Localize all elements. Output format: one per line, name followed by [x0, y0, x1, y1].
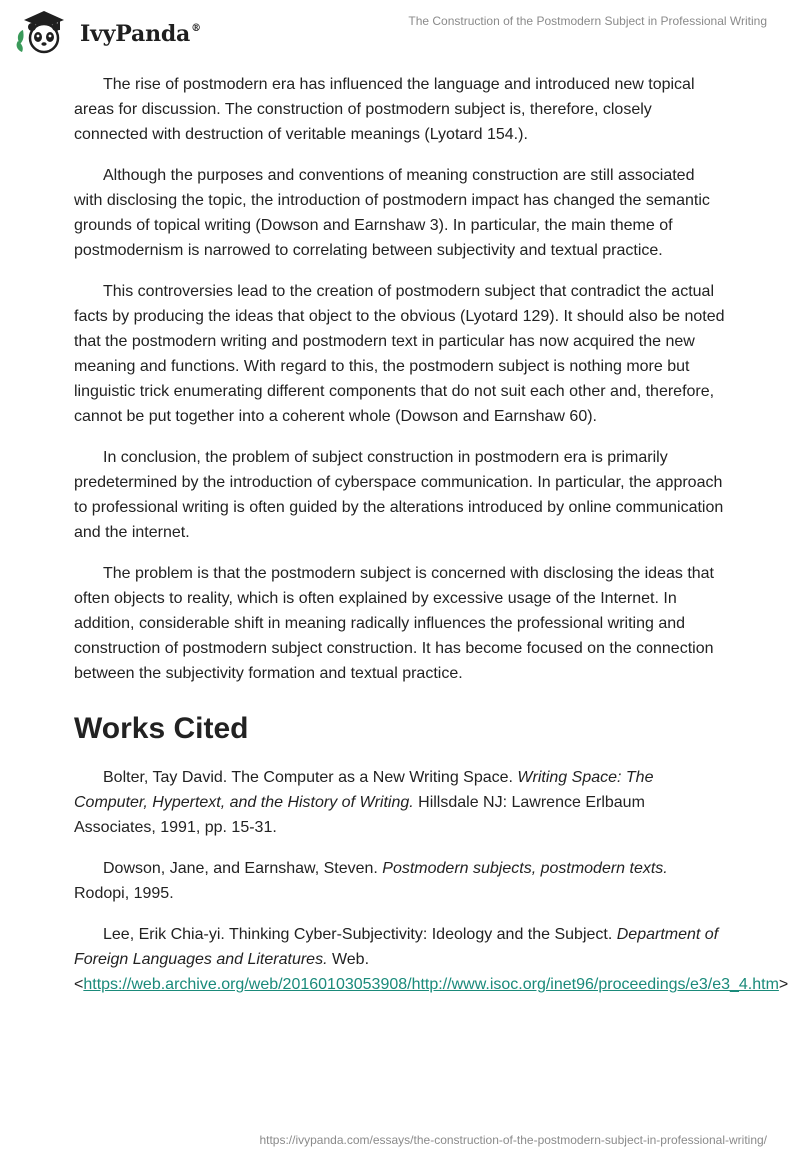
- footer-source-url[interactable]: https://ivypanda.com/essays/the-construction-of-the-postmodern-subject-in-professional-writing/: [259, 1133, 767, 1147]
- citation-entry: Bolter, Tay David. The Computer as a New Writing Space. Writing Space: The Computer, Hypertext, and the History of Writing. Hillsdale NJ: Lawrence Erlbaum Associates, 1991, pp. 15-31.: [74, 769, 654, 836]
- citation-link[interactable]: https://web.archive.org/web/20160103053908/http://www.isoc.org/inet96/proceedings/e3/e3_4.htm: [83, 976, 779, 993]
- brand-name: IvyPanda®: [80, 21, 201, 47]
- essay-body: [74, 72, 789, 1013]
- citation-entry: Dowson, Jane, and Earnshaw, Steven. Postmodern subjects, postmodern texts. Rodopi, 1995.: [74, 860, 668, 902]
- document-title: The Construction of the Postmodern Subject in Professional Writing: [408, 14, 767, 28]
- paragraph: In conclusion, the problem of subject construction in postmodern era is primarily predetermined by the introduction of cyberspace communication. In particular, the approach to professional writing is often guided by the alterations introduced by online communication and the internet.: [74, 449, 724, 541]
- citation-entry: Lee, Erik Chia-yi. Thinking Cyber-Subjectivity: Ideology and the Subject. Department of Foreign Languages and Literatures. Web. <https://web.archive.org/web/20160103053908/http://www.isoc.org/inet96/proceedings/e3/e3_4.htm>: [74, 926, 789, 993]
- panda-graduate-icon: [14, 8, 74, 56]
- page-header: [0, 0, 800, 64]
- paragraph: This controversies lead to the creation of postmodern subject that contradict the actual facts by producing the ideas that object to the obvious (Lyotard 129). It should also be noted that the postmodern writing and postmodern text in particular has now acquired the new meaning and functions. With regard to this, the postmodern subject is nothing more but linguistic trick enumerating different components that do not suit each other and, therefore, cannot be put together into a coherent whole (Dowson and Earnshaw 60).: [74, 283, 725, 425]
- works-cited-heading: Works Cited: [74, 712, 249, 745]
- paragraph: The rise of postmodern era has influenced the language and introduced new topical areas for discussion. The construction of postmodern subject is, therefore, closely connected with destruction of veritable meanings (Lyotard 154.).: [74, 76, 695, 143]
- paragraph: The problem is that the postmodern subject is concerned with disclosing the ideas that often objects to reality, which is often explained by excessive usage of the Internet. In addition, considerable shift in meaning radically influences the professional writing and construction of postmodern subject construction. It has become focused on the connection between the subjectivity formation and textual practice.: [74, 565, 714, 682]
- ivypanda-logo[interactable]: [14, 8, 201, 56]
- paragraph: Although the purposes and conventions of meaning construction are still associated with disclosing the topic, the introduction of postmodern impact has changed the semantic grounds of topical writing (Dowson and Earnshaw 3). In particular, the main theme of postmodernism is narrowed to correlating between subjectivity and textual practice.: [74, 167, 710, 259]
